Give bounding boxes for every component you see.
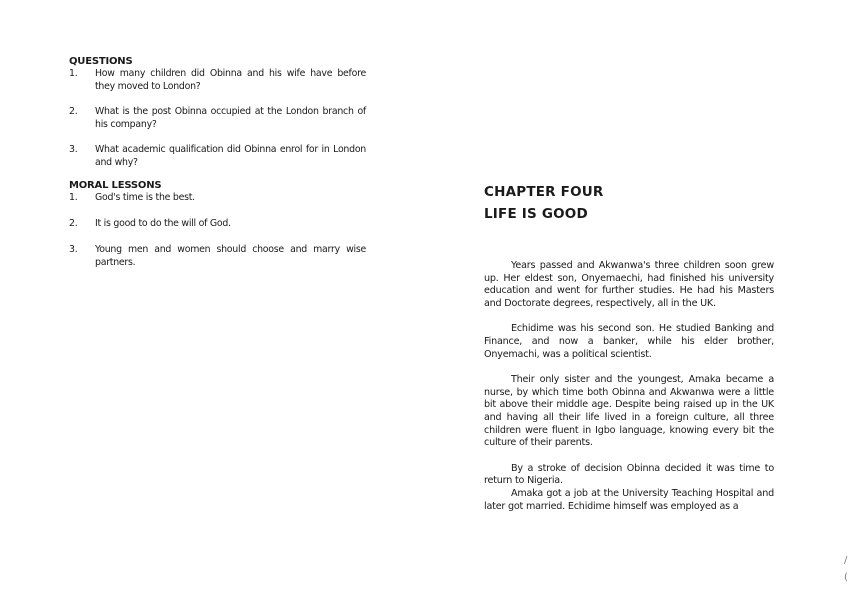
questions-heading: QUESTIONS: [69, 56, 133, 67]
chapter-title: LIFE IS GOOD: [484, 206, 588, 222]
lesson-number: 1.: [69, 192, 78, 203]
moral-lessons-heading: MORAL LESSONS: [69, 180, 162, 191]
body-paragraph: Years passed and Akwanwa's three children soon grew up. Her eldest son, Onyemaechi, had finished his university education and went for further studies. He had his Masters and Doctorate degrees, respectively, all in the UK.: [484, 260, 774, 309]
lesson-text: It is good to do the will of God.: [95, 218, 231, 229]
question-text: How many children did Obinna and his wife have before they moved to London?: [95, 68, 366, 92]
body-paragraph: Their only sister and the youngest, Amaka became a nurse, by which time both Obinna and Akwanwa were a little bit above their middle age. Despite being raised up in the UK and having all their life lived in a foreign culture, all three children were fluent in Igbo language, knowing every bit the culture of their parents.: [484, 374, 774, 449]
margin-mark: (: [844, 572, 848, 583]
question-item: [69, 106, 366, 131]
question-number: 1.: [69, 68, 78, 79]
lesson-number: 2.: [69, 218, 78, 229]
margin-mark: /: [844, 555, 848, 566]
question-number: 3.: [69, 144, 78, 155]
question-number: 2.: [69, 106, 78, 117]
left-page: [69, 56, 366, 283]
lesson-item: [69, 218, 366, 231]
moral-lessons-list: [69, 192, 366, 269]
question-text: What academic qualification did Obinna enrol for in London and why?: [95, 144, 366, 168]
body-paragraph: By a stroke of decision Obinna decided it was time to return to Nigeria.: [484, 462, 774, 487]
body-paragraph: Echidime was his second son. He studied Banking and Finance, and now a banker, while his elder brother, Onyemachi, was a political scientist.: [484, 323, 774, 360]
lesson-number: 3.: [69, 244, 78, 255]
question-item: [69, 68, 366, 93]
body-paragraph: Amaka got a job at the University Teaching Hospital and later got married. Echidime himself was employed as a: [484, 487, 774, 512]
chapter-body: [484, 260, 774, 513]
lesson-item: [69, 192, 366, 205]
question-text: What is the post Obinna occupied at the London branch of his company?: [95, 106, 366, 130]
questions-list: [69, 68, 366, 169]
lesson-item: [69, 244, 366, 269]
question-item: [69, 144, 366, 169]
lesson-text: Young men and women should choose and marry wise partners.: [95, 244, 366, 268]
chapter-number-title: CHAPTER FOUR: [484, 184, 604, 200]
right-page: [484, 181, 774, 513]
lesson-text: God's time is the best.: [95, 192, 195, 203]
